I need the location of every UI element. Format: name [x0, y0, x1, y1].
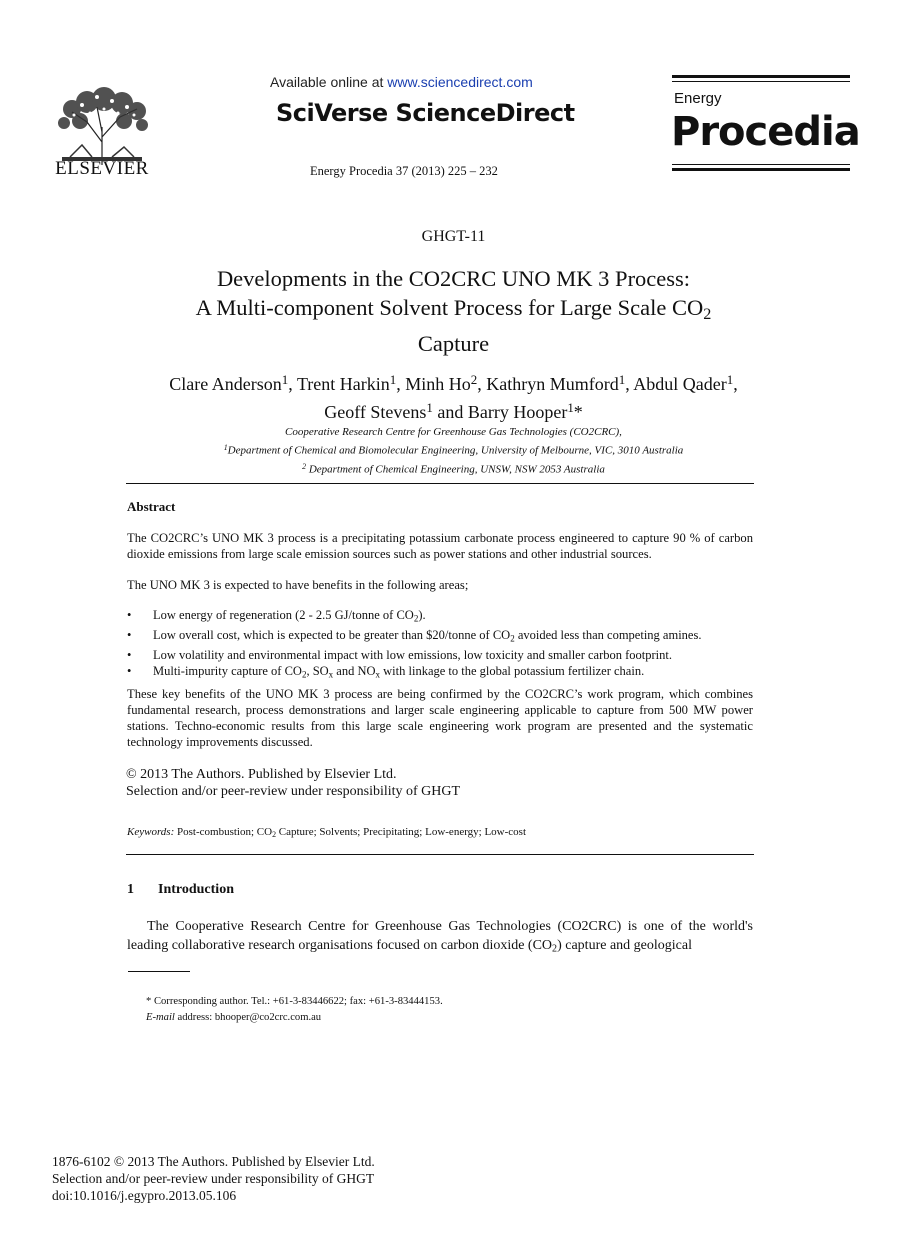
list-item: • Low energy of regeneration (2 - 2.5 GJ/tonne of CO2). [127, 607, 753, 627]
author: Trent Harkin [296, 373, 390, 394]
abstract-top-rule [126, 483, 754, 484]
journal-logo-rule-top-thin [672, 81, 850, 82]
benefits-list [127, 607, 753, 683]
journal-logo-rule-top [672, 75, 850, 78]
paper-title: Developments in the CO2CRC UNO MK 3 Process: A Multi-component Solvent Process for Large Scale CO2 Capture [195, 266, 712, 357]
list-item: • Multi-impurity capture of CO2, SOx and NOx with linkage to the global potassium fertilizer chain. [127, 663, 753, 683]
list-item: • Low overall cost, which is expected to be greater than $20/tonne of CO2 avoided less than competing amines. [127, 627, 753, 647]
author-list: Clare Anderson$^1$, Trent Harkin$^1$, Minh Ho$^2$, Kathryn Mumford$^1$, Abdul Qader$^1$, Geoff Stevens$^1$ and Barry Hooper$^1$* [169, 372, 738, 422]
journal-logo-energy: Energy [674, 90, 722, 107]
bullet-icon: • [127, 627, 132, 642]
author: Geoff Stevens [324, 401, 427, 422]
journal-logo-procedia: Procedia [671, 109, 860, 155]
journal-logo-rule-bottom-thin [672, 164, 850, 165]
author: Kathryn Mumford [486, 373, 619, 394]
keywords: Keywords: Post-combustion; CO2 Capture; Solvents; Precipitating; Low-energy; Low-cost [127, 826, 527, 839]
page-footer: 1876-6102 © 2013 The Authors. Published by Elsevier Ltd. Selection and/or peer-review under responsibility of GHGT doi:10.1016/j.egypro.2013.05.106 [52, 1154, 375, 1203]
author: Abdul Qader [633, 373, 727, 394]
available-online-line: Available online at www.sciencedirect.com [270, 74, 533, 90]
author: Clare Anderson [169, 373, 282, 394]
introduction-paragraph: The Cooperative Research Centre for Greenhouse Gas Technologies (CO2CRC) is one of the world's leading collaborative research organisations focused on carbon dioxide (CO2) capture and geological [127, 919, 753, 955]
abstract-heading: Abstract [127, 499, 176, 514]
footnote-rule [128, 971, 190, 972]
section-heading-introduction: 1 Introduction [127, 882, 234, 897]
copyright-notice: © 2013 The Authors. Published by Elsevier Ltd. Selection and/or peer-review under responsibility of GHGT [126, 767, 461, 799]
author: Barry Hooper [467, 401, 568, 422]
sciencedirect-link[interactable]: www.sciencedirect.com [387, 74, 533, 90]
publisher-wordmark: ELSEVIER [55, 158, 149, 179]
author: Minh Ho [405, 373, 471, 394]
corresponding-author-footnote: * Corresponding author. Tel.: +61-3-83446622; fax: +61-3-83444153. E-mail address: bhooper@co2crc.com.au [146, 996, 443, 1023]
abstract-paragraph-3: These key benefits of the UNO MK 3 process are being confirmed by the CO2CRC’s work program, which combines fundamental research, process demonstrations and larger scale engineering applicable to capture from 500 MW power stations. Techno-economic results from this large scale engineering work program are presented and the systematic technology improvements discussed. [127, 687, 753, 749]
bullet-icon: • [127, 647, 132, 662]
abstract-bottom-rule [126, 854, 754, 855]
sciverse-logo: SciVerse ScienceDirect [276, 99, 575, 127]
abstract-paragraph-2: The UNO MK 3 is expected to have benefits in the following areas; [127, 578, 469, 592]
abstract-paragraph-1: The CO2CRC’s UNO MK 3 process is a precipitating potassium carbonate process engineered to capture 90 % of carbon dioxide emissions from large scale emission sources such as power stations and other industrial sources. [127, 531, 753, 561]
conference-name: GHGT-11 [421, 228, 486, 245]
bullet-icon: • [127, 664, 132, 678]
affiliations: Cooperative Research Centre for Greenhouse Gas Technologies (CO2CRC), $^1$Department of Chemical and Biomolecular Engineering, University of Melbourne, VIC, 3010 Australia $^2$ Department of Chemical Engineering, UNSW, NSW 2053 Australia [223, 426, 684, 476]
bullet-icon: • [127, 608, 132, 622]
journal-citation: Energy Procedia 37 (2013) 225 – 232 [310, 164, 498, 178]
doi: doi:10.1016/j.egypro.2013.05.106 [52, 1188, 237, 1203]
journal-logo-rule-bottom [672, 168, 850, 171]
list-item: • Low volatility and environmental impact with low emissions, low toxicity and smaller carbon footprint. [127, 647, 673, 662]
